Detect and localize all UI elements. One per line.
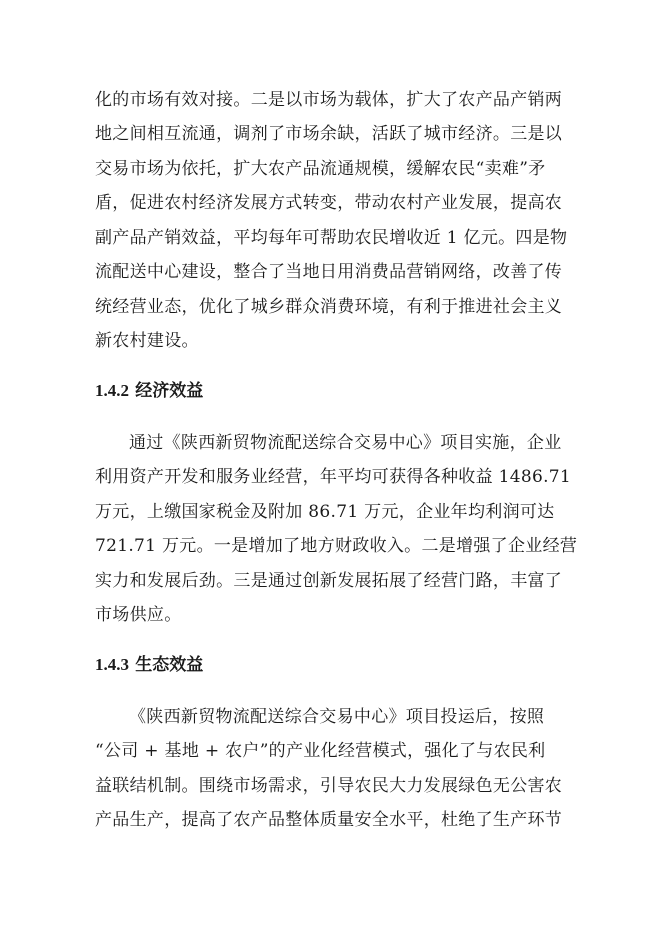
section-number: 1.4.3 xyxy=(95,655,129,674)
section-heading-economic xyxy=(95,380,203,402)
paragraph-line: 副产品产销效益，平均每年可帮助农民增收近 1 亿元。四是物 xyxy=(95,228,568,248)
paragraph-line: 盾，促进农村经济发展方式转变，带动农村产业发展，提高农 xyxy=(95,193,563,213)
paragraph-line: 通过《陕西新贸物流配送综合交易中心》项目实施，企业 xyxy=(129,433,562,453)
paragraph-line: 统经营业态，优化了城乡群众消费环境，有利于推进社会主义 xyxy=(95,297,563,317)
paragraph-line: 新农村建设。 xyxy=(95,331,199,351)
paragraph-line: 万元，上缴国家税金及附加 86.71 万元，企业年均利润可达 xyxy=(95,502,555,522)
paragraph-line: 交易市场为依托，扩大农产品流通规模，缓解农民“卖难”矛 xyxy=(95,159,546,179)
paragraph-line: “公司 + 基地 + 农户”的产业化经营模式，强化了与农民利 xyxy=(95,741,546,761)
paragraph-line: 化的市场有效对接。二是以市场为载体，扩大了农产品产销两 xyxy=(95,90,563,110)
paragraph-line: 产品生产，提高了农产品整体质量安全水平，杜绝了生产环节 xyxy=(95,810,563,830)
section-title: 经济效益 xyxy=(135,381,204,400)
section-title: 生态效益 xyxy=(135,655,204,674)
paragraph-line: 地之间相互流通，调剂了市场余缺，活跃了城市经济。三是以 xyxy=(95,124,563,144)
paragraph-line: 市场供应。 xyxy=(95,605,182,625)
paragraph-line: 利用资产开发和服务业经营，年平均可获得各种收益 1486.71 xyxy=(95,467,572,487)
paragraph-line: 721.71 万元。一是增加了地方财政收入。二是增强了企业经营 xyxy=(95,536,578,556)
paragraph-line: 《陕西新贸物流配送综合交易中心》项目投运后，按照 xyxy=(129,707,545,727)
paragraph-line: 实力和发展后劲。三是通过创新发展拓展了经营门路，丰富了 xyxy=(95,571,563,591)
paragraph-line: 流配送中心建设，整合了当地日用消费品营销网络，改善了传 xyxy=(95,262,563,282)
paragraph-line: 益联结机制。围绕市场需求，引导农民大力发展绿色无公害农 xyxy=(95,776,563,796)
section-heading-ecological xyxy=(95,654,203,676)
section-number: 1.4.2 xyxy=(95,381,129,400)
